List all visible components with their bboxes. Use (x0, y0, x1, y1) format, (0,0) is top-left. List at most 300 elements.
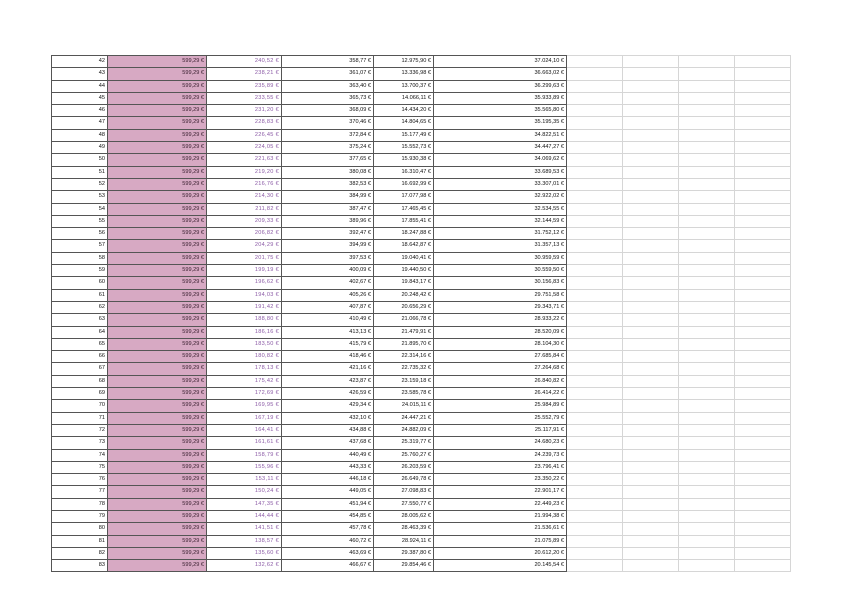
principal-cell[interactable]: 446,18 € (282, 474, 374, 486)
principal-cell[interactable]: 380,08 € (282, 166, 374, 178)
empty-cell[interactable] (735, 314, 791, 326)
empty-cell[interactable] (735, 215, 791, 227)
remaining-balance-cell[interactable]: 23.350,22 € (434, 474, 567, 486)
row-number-cell[interactable]: 62 (52, 301, 108, 313)
empty-cell[interactable] (567, 461, 623, 473)
installment-cell[interactable]: 599,29 € (108, 363, 207, 375)
cumulative-principal-cell[interactable]: 18.642,87 € (374, 240, 434, 252)
empty-cell[interactable] (567, 351, 623, 363)
cumulative-principal-cell[interactable]: 26.203,59 € (374, 461, 434, 473)
interest-cell[interactable]: 204,29 € (207, 240, 282, 252)
interest-cell[interactable]: 183,50 € (207, 338, 282, 350)
remaining-balance-cell[interactable]: 28.933,22 € (434, 314, 567, 326)
interest-cell[interactable]: 231,20 € (207, 105, 282, 117)
row-number-cell[interactable]: 68 (52, 375, 108, 387)
interest-cell[interactable]: 144,44 € (207, 510, 282, 522)
empty-cell[interactable] (679, 92, 735, 104)
principal-cell[interactable]: 370,46 € (282, 117, 374, 129)
cumulative-principal-cell[interactable]: 21.479,91 € (374, 326, 434, 338)
empty-cell[interactable] (623, 56, 679, 68)
empty-cell[interactable] (567, 154, 623, 166)
empty-cell[interactable] (679, 68, 735, 80)
cumulative-principal-cell[interactable]: 17.855,41 € (374, 215, 434, 227)
empty-cell[interactable] (735, 240, 791, 252)
installment-cell[interactable]: 599,29 € (108, 388, 207, 400)
installment-cell[interactable]: 599,29 € (108, 474, 207, 486)
installment-cell[interactable]: 599,29 € (108, 437, 207, 449)
cumulative-principal-cell[interactable]: 21.895,70 € (374, 338, 434, 350)
empty-cell[interactable] (623, 510, 679, 522)
empty-cell[interactable] (567, 314, 623, 326)
remaining-balance-cell[interactable]: 24.680,23 € (434, 437, 567, 449)
principal-cell[interactable]: 372,84 € (282, 129, 374, 141)
empty-cell[interactable] (679, 326, 735, 338)
installment-cell[interactable]: 599,29 € (108, 142, 207, 154)
installment-cell[interactable]: 599,29 € (108, 547, 207, 559)
empty-cell[interactable] (567, 523, 623, 535)
empty-cell[interactable] (679, 228, 735, 240)
empty-cell[interactable] (735, 560, 791, 572)
empty-cell[interactable] (567, 474, 623, 486)
row-number-cell[interactable]: 79 (52, 510, 108, 522)
empty-cell[interactable] (679, 252, 735, 264)
principal-cell[interactable]: 387,47 € (282, 203, 374, 215)
empty-cell[interactable] (735, 252, 791, 264)
empty-cell[interactable] (623, 560, 679, 572)
empty-cell[interactable] (623, 400, 679, 412)
empty-cell[interactable] (623, 314, 679, 326)
remaining-balance-cell[interactable]: 35.195,35 € (434, 117, 567, 129)
interest-cell[interactable]: 132,62 € (207, 560, 282, 572)
principal-cell[interactable]: 423,87 € (282, 375, 374, 387)
empty-cell[interactable] (679, 314, 735, 326)
remaining-balance-cell[interactable]: 21.536,61 € (434, 523, 567, 535)
empty-cell[interactable] (567, 265, 623, 277)
row-number-cell[interactable]: 51 (52, 166, 108, 178)
empty-cell[interactable] (735, 363, 791, 375)
empty-cell[interactable] (679, 510, 735, 522)
row-number-cell[interactable]: 73 (52, 437, 108, 449)
remaining-balance-cell[interactable]: 30.959,59 € (434, 252, 567, 264)
interest-cell[interactable]: 169,95 € (207, 400, 282, 412)
empty-cell[interactable] (567, 560, 623, 572)
remaining-balance-cell[interactable]: 31.357,13 € (434, 240, 567, 252)
interest-cell[interactable]: 141,51 € (207, 523, 282, 535)
principal-cell[interactable]: 443,33 € (282, 461, 374, 473)
row-number-cell[interactable]: 58 (52, 252, 108, 264)
row-number-cell[interactable]: 70 (52, 400, 108, 412)
empty-cell[interactable] (735, 449, 791, 461)
installment-cell[interactable]: 599,29 € (108, 80, 207, 92)
cumulative-principal-cell[interactable]: 23.159,18 € (374, 375, 434, 387)
installment-cell[interactable]: 599,29 € (108, 178, 207, 190)
cumulative-principal-cell[interactable]: 24.447,21 € (374, 412, 434, 424)
cumulative-principal-cell[interactable]: 16.310,47 € (374, 166, 434, 178)
remaining-balance-cell[interactable]: 32.922,02 € (434, 191, 567, 203)
row-number-cell[interactable]: 55 (52, 215, 108, 227)
empty-cell[interactable] (735, 289, 791, 301)
empty-cell[interactable] (679, 547, 735, 559)
remaining-balance-cell[interactable]: 28.520,09 € (434, 326, 567, 338)
interest-cell[interactable]: 214,30 € (207, 191, 282, 203)
row-number-cell[interactable]: 81 (52, 535, 108, 547)
interest-cell[interactable]: 172,69 € (207, 388, 282, 400)
principal-cell[interactable]: 402,67 € (282, 277, 374, 289)
principal-cell[interactable]: 451,94 € (282, 498, 374, 510)
principal-cell[interactable]: 407,87 € (282, 301, 374, 313)
interest-cell[interactable]: 238,21 € (207, 68, 282, 80)
principal-cell[interactable]: 460,72 € (282, 535, 374, 547)
cumulative-principal-cell[interactable]: 26.649,78 € (374, 474, 434, 486)
cumulative-principal-cell[interactable]: 23.585,78 € (374, 388, 434, 400)
installment-cell[interactable]: 599,29 € (108, 203, 207, 215)
empty-cell[interactable] (679, 338, 735, 350)
installment-cell[interactable]: 599,29 € (108, 560, 207, 572)
interest-cell[interactable]: 161,61 € (207, 437, 282, 449)
empty-cell[interactable] (623, 166, 679, 178)
empty-cell[interactable] (679, 80, 735, 92)
empty-cell[interactable] (679, 191, 735, 203)
principal-cell[interactable]: 418,46 € (282, 351, 374, 363)
interest-cell[interactable]: 147,35 € (207, 498, 282, 510)
empty-cell[interactable] (623, 498, 679, 510)
row-number-cell[interactable]: 61 (52, 289, 108, 301)
installment-cell[interactable]: 599,29 € (108, 56, 207, 68)
empty-cell[interactable] (567, 498, 623, 510)
empty-cell[interactable] (735, 68, 791, 80)
remaining-balance-cell[interactable]: 36.663,02 € (434, 68, 567, 80)
cumulative-principal-cell[interactable]: 29.854,46 € (374, 560, 434, 572)
empty-cell[interactable] (623, 363, 679, 375)
empty-cell[interactable] (567, 449, 623, 461)
principal-cell[interactable]: 363,40 € (282, 80, 374, 92)
installment-cell[interactable]: 599,29 € (108, 535, 207, 547)
cumulative-principal-cell[interactable]: 27.098,83 € (374, 486, 434, 498)
remaining-balance-cell[interactable]: 29.343,71 € (434, 301, 567, 313)
empty-cell[interactable] (735, 535, 791, 547)
empty-cell[interactable] (679, 277, 735, 289)
remaining-balance-cell[interactable]: 37.024,10 € (434, 56, 567, 68)
principal-cell[interactable]: 449,05 € (282, 486, 374, 498)
empty-cell[interactable] (623, 474, 679, 486)
interest-cell[interactable]: 201,75 € (207, 252, 282, 264)
interest-cell[interactable]: 228,83 € (207, 117, 282, 129)
empty-cell[interactable] (679, 523, 735, 535)
cumulative-principal-cell[interactable]: 15.552,73 € (374, 142, 434, 154)
empty-cell[interactable] (623, 449, 679, 461)
empty-cell[interactable] (679, 289, 735, 301)
installment-cell[interactable]: 599,29 € (108, 68, 207, 80)
empty-cell[interactable] (679, 301, 735, 313)
remaining-balance-cell[interactable]: 34.822,51 € (434, 129, 567, 141)
principal-cell[interactable]: 415,79 € (282, 338, 374, 350)
interest-cell[interactable]: 175,42 € (207, 375, 282, 387)
empty-cell[interactable] (679, 375, 735, 387)
installment-cell[interactable]: 599,29 € (108, 277, 207, 289)
interest-cell[interactable]: 221,63 € (207, 154, 282, 166)
empty-cell[interactable] (567, 375, 623, 387)
empty-cell[interactable] (623, 178, 679, 190)
principal-cell[interactable]: 437,68 € (282, 437, 374, 449)
installment-cell[interactable]: 599,29 € (108, 240, 207, 252)
empty-cell[interactable] (567, 424, 623, 436)
empty-cell[interactable] (735, 424, 791, 436)
empty-cell[interactable] (567, 191, 623, 203)
empty-cell[interactable] (623, 486, 679, 498)
row-number-cell[interactable]: 71 (52, 412, 108, 424)
row-number-cell[interactable]: 47 (52, 117, 108, 129)
empty-cell[interactable] (735, 388, 791, 400)
principal-cell[interactable]: 454,85 € (282, 510, 374, 522)
empty-cell[interactable] (567, 105, 623, 117)
row-number-cell[interactable]: 72 (52, 424, 108, 436)
empty-cell[interactable] (735, 301, 791, 313)
empty-cell[interactable] (679, 363, 735, 375)
empty-cell[interactable] (567, 142, 623, 154)
empty-cell[interactable] (735, 523, 791, 535)
principal-cell[interactable]: 429,34 € (282, 400, 374, 412)
interest-cell[interactable]: 194,03 € (207, 289, 282, 301)
empty-cell[interactable] (623, 437, 679, 449)
cumulative-principal-cell[interactable]: 29.387,80 € (374, 547, 434, 559)
empty-cell[interactable] (735, 154, 791, 166)
principal-cell[interactable]: 358,77 € (282, 56, 374, 68)
installment-cell[interactable]: 599,29 € (108, 486, 207, 498)
row-number-cell[interactable]: 75 (52, 461, 108, 473)
remaining-balance-cell[interactable]: 33.307,01 € (434, 178, 567, 190)
empty-cell[interactable] (567, 486, 623, 498)
remaining-balance-cell[interactable]: 25.117,91 € (434, 424, 567, 436)
remaining-balance-cell[interactable]: 21.075,89 € (434, 535, 567, 547)
empty-cell[interactable] (735, 338, 791, 350)
interest-cell[interactable]: 226,45 € (207, 129, 282, 141)
principal-cell[interactable]: 392,47 € (282, 228, 374, 240)
installment-cell[interactable]: 599,29 € (108, 326, 207, 338)
row-number-cell[interactable]: 49 (52, 142, 108, 154)
cumulative-principal-cell[interactable]: 25.319,77 € (374, 437, 434, 449)
empty-cell[interactable] (679, 166, 735, 178)
empty-cell[interactable] (679, 560, 735, 572)
empty-cell[interactable] (567, 289, 623, 301)
row-number-cell[interactable]: 44 (52, 80, 108, 92)
row-number-cell[interactable]: 53 (52, 191, 108, 203)
empty-cell[interactable] (567, 277, 623, 289)
empty-cell[interactable] (679, 400, 735, 412)
principal-cell[interactable]: 421,16 € (282, 363, 374, 375)
interest-cell[interactable]: 199,19 € (207, 265, 282, 277)
interest-cell[interactable]: 216,76 € (207, 178, 282, 190)
empty-cell[interactable] (623, 547, 679, 559)
interest-cell[interactable]: 224,05 € (207, 142, 282, 154)
cumulative-principal-cell[interactable]: 18.247,88 € (374, 228, 434, 240)
row-number-cell[interactable]: 56 (52, 228, 108, 240)
installment-cell[interactable]: 599,29 € (108, 400, 207, 412)
remaining-balance-cell[interactable]: 28.104,30 € (434, 338, 567, 350)
interest-cell[interactable]: 196,62 € (207, 277, 282, 289)
empty-cell[interactable] (679, 215, 735, 227)
interest-cell[interactable]: 180,82 € (207, 351, 282, 363)
row-number-cell[interactable]: 67 (52, 363, 108, 375)
installment-cell[interactable]: 599,29 € (108, 166, 207, 178)
installment-cell[interactable]: 599,29 € (108, 412, 207, 424)
row-number-cell[interactable]: 69 (52, 388, 108, 400)
principal-cell[interactable]: 440,49 € (282, 449, 374, 461)
empty-cell[interactable] (679, 105, 735, 117)
empty-cell[interactable] (623, 142, 679, 154)
empty-cell[interactable] (567, 203, 623, 215)
empty-cell[interactable] (735, 474, 791, 486)
principal-cell[interactable]: 365,73 € (282, 92, 374, 104)
remaining-balance-cell[interactable]: 21.994,38 € (434, 510, 567, 522)
empty-cell[interactable] (567, 412, 623, 424)
cumulative-principal-cell[interactable]: 28.924,11 € (374, 535, 434, 547)
principal-cell[interactable]: 426,59 € (282, 388, 374, 400)
installment-cell[interactable]: 599,29 € (108, 314, 207, 326)
principal-cell[interactable]: 397,53 € (282, 252, 374, 264)
cumulative-principal-cell[interactable]: 14.804,65 € (374, 117, 434, 129)
remaining-balance-cell[interactable]: 35.565,80 € (434, 105, 567, 117)
row-number-cell[interactable]: 77 (52, 486, 108, 498)
principal-cell[interactable]: 410,49 € (282, 314, 374, 326)
remaining-balance-cell[interactable]: 36.299,63 € (434, 80, 567, 92)
empty-cell[interactable] (679, 265, 735, 277)
remaining-balance-cell[interactable]: 32.534,55 € (434, 203, 567, 215)
empty-cell[interactable] (735, 203, 791, 215)
empty-cell[interactable] (567, 510, 623, 522)
row-number-cell[interactable]: 66 (52, 351, 108, 363)
principal-cell[interactable]: 463,69 € (282, 547, 374, 559)
row-number-cell[interactable]: 83 (52, 560, 108, 572)
principal-cell[interactable]: 466,67 € (282, 560, 374, 572)
interest-cell[interactable]: 206,82 € (207, 228, 282, 240)
remaining-balance-cell[interactable]: 32.144,59 € (434, 215, 567, 227)
interest-cell[interactable]: 158,79 € (207, 449, 282, 461)
principal-cell[interactable]: 434,88 € (282, 424, 374, 436)
empty-cell[interactable] (567, 240, 623, 252)
principal-cell[interactable]: 405,26 € (282, 289, 374, 301)
empty-cell[interactable] (623, 265, 679, 277)
empty-cell[interactable] (735, 80, 791, 92)
empty-cell[interactable] (735, 166, 791, 178)
row-number-cell[interactable]: 60 (52, 277, 108, 289)
empty-cell[interactable] (735, 191, 791, 203)
cumulative-principal-cell[interactable]: 13.700,37 € (374, 80, 434, 92)
empty-cell[interactable] (679, 461, 735, 473)
row-number-cell[interactable]: 78 (52, 498, 108, 510)
empty-cell[interactable] (679, 535, 735, 547)
empty-cell[interactable] (679, 498, 735, 510)
interest-cell[interactable]: 138,57 € (207, 535, 282, 547)
installment-cell[interactable]: 599,29 € (108, 105, 207, 117)
empty-cell[interactable] (623, 154, 679, 166)
empty-cell[interactable] (623, 338, 679, 350)
empty-cell[interactable] (567, 117, 623, 129)
empty-cell[interactable] (735, 437, 791, 449)
cumulative-principal-cell[interactable]: 19.843,17 € (374, 277, 434, 289)
row-number-cell[interactable]: 82 (52, 547, 108, 559)
interest-cell[interactable]: 191,42 € (207, 301, 282, 313)
remaining-balance-cell[interactable]: 35.933,89 € (434, 92, 567, 104)
principal-cell[interactable]: 413,13 € (282, 326, 374, 338)
remaining-balance-cell[interactable]: 30.559,50 € (434, 265, 567, 277)
empty-cell[interactable] (567, 228, 623, 240)
empty-cell[interactable] (679, 56, 735, 68)
installment-cell[interactable]: 599,29 € (108, 461, 207, 473)
empty-cell[interactable] (735, 547, 791, 559)
remaining-balance-cell[interactable]: 27.264,68 € (434, 363, 567, 375)
empty-cell[interactable] (679, 412, 735, 424)
empty-cell[interactable] (567, 535, 623, 547)
empty-cell[interactable] (735, 105, 791, 117)
cumulative-principal-cell[interactable]: 25.760,27 € (374, 449, 434, 461)
empty-cell[interactable] (735, 400, 791, 412)
remaining-balance-cell[interactable]: 33.689,53 € (434, 166, 567, 178)
cumulative-principal-cell[interactable]: 24.015,11 € (374, 400, 434, 412)
empty-cell[interactable] (623, 277, 679, 289)
row-number-cell[interactable]: 52 (52, 178, 108, 190)
installment-cell[interactable]: 599,29 € (108, 351, 207, 363)
remaining-balance-cell[interactable]: 20.145,54 € (434, 560, 567, 572)
empty-cell[interactable] (623, 117, 679, 129)
remaining-balance-cell[interactable]: 25.552,79 € (434, 412, 567, 424)
interest-cell[interactable]: 235,89 € (207, 80, 282, 92)
principal-cell[interactable]: 457,78 € (282, 523, 374, 535)
interest-cell[interactable]: 178,13 € (207, 363, 282, 375)
empty-cell[interactable] (735, 412, 791, 424)
installment-cell[interactable]: 599,29 € (108, 424, 207, 436)
interest-cell[interactable]: 240,52 € (207, 56, 282, 68)
empty-cell[interactable] (679, 424, 735, 436)
cumulative-principal-cell[interactable]: 12.975,90 € (374, 56, 434, 68)
empty-cell[interactable] (623, 301, 679, 313)
installment-cell[interactable]: 599,29 € (108, 228, 207, 240)
cumulative-principal-cell[interactable]: 19.440,50 € (374, 265, 434, 277)
empty-cell[interactable] (623, 80, 679, 92)
remaining-balance-cell[interactable]: 29.751,58 € (434, 289, 567, 301)
empty-cell[interactable] (567, 92, 623, 104)
interest-cell[interactable]: 135,60 € (207, 547, 282, 559)
empty-cell[interactable] (735, 56, 791, 68)
empty-cell[interactable] (623, 68, 679, 80)
cumulative-principal-cell[interactable]: 15.177,49 € (374, 129, 434, 141)
empty-cell[interactable] (679, 142, 735, 154)
empty-cell[interactable] (735, 178, 791, 190)
cumulative-principal-cell[interactable]: 17.077,98 € (374, 191, 434, 203)
empty-cell[interactable] (735, 486, 791, 498)
empty-cell[interactable] (679, 474, 735, 486)
empty-cell[interactable] (679, 129, 735, 141)
empty-cell[interactable] (567, 80, 623, 92)
empty-cell[interactable] (623, 535, 679, 547)
empty-cell[interactable] (735, 375, 791, 387)
empty-cell[interactable] (567, 388, 623, 400)
cumulative-principal-cell[interactable]: 20.656,29 € (374, 301, 434, 313)
row-number-cell[interactable]: 50 (52, 154, 108, 166)
empty-cell[interactable] (567, 326, 623, 338)
row-number-cell[interactable]: 57 (52, 240, 108, 252)
cumulative-principal-cell[interactable]: 22.735,32 € (374, 363, 434, 375)
row-number-cell[interactable]: 80 (52, 523, 108, 535)
cumulative-principal-cell[interactable]: 20.248,42 € (374, 289, 434, 301)
principal-cell[interactable]: 394,99 € (282, 240, 374, 252)
empty-cell[interactable] (623, 252, 679, 264)
empty-cell[interactable] (567, 166, 623, 178)
remaining-balance-cell[interactable]: 25.984,89 € (434, 400, 567, 412)
empty-cell[interactable] (567, 215, 623, 227)
installment-cell[interactable]: 599,29 € (108, 289, 207, 301)
empty-cell[interactable] (735, 498, 791, 510)
principal-cell[interactable]: 389,96 € (282, 215, 374, 227)
